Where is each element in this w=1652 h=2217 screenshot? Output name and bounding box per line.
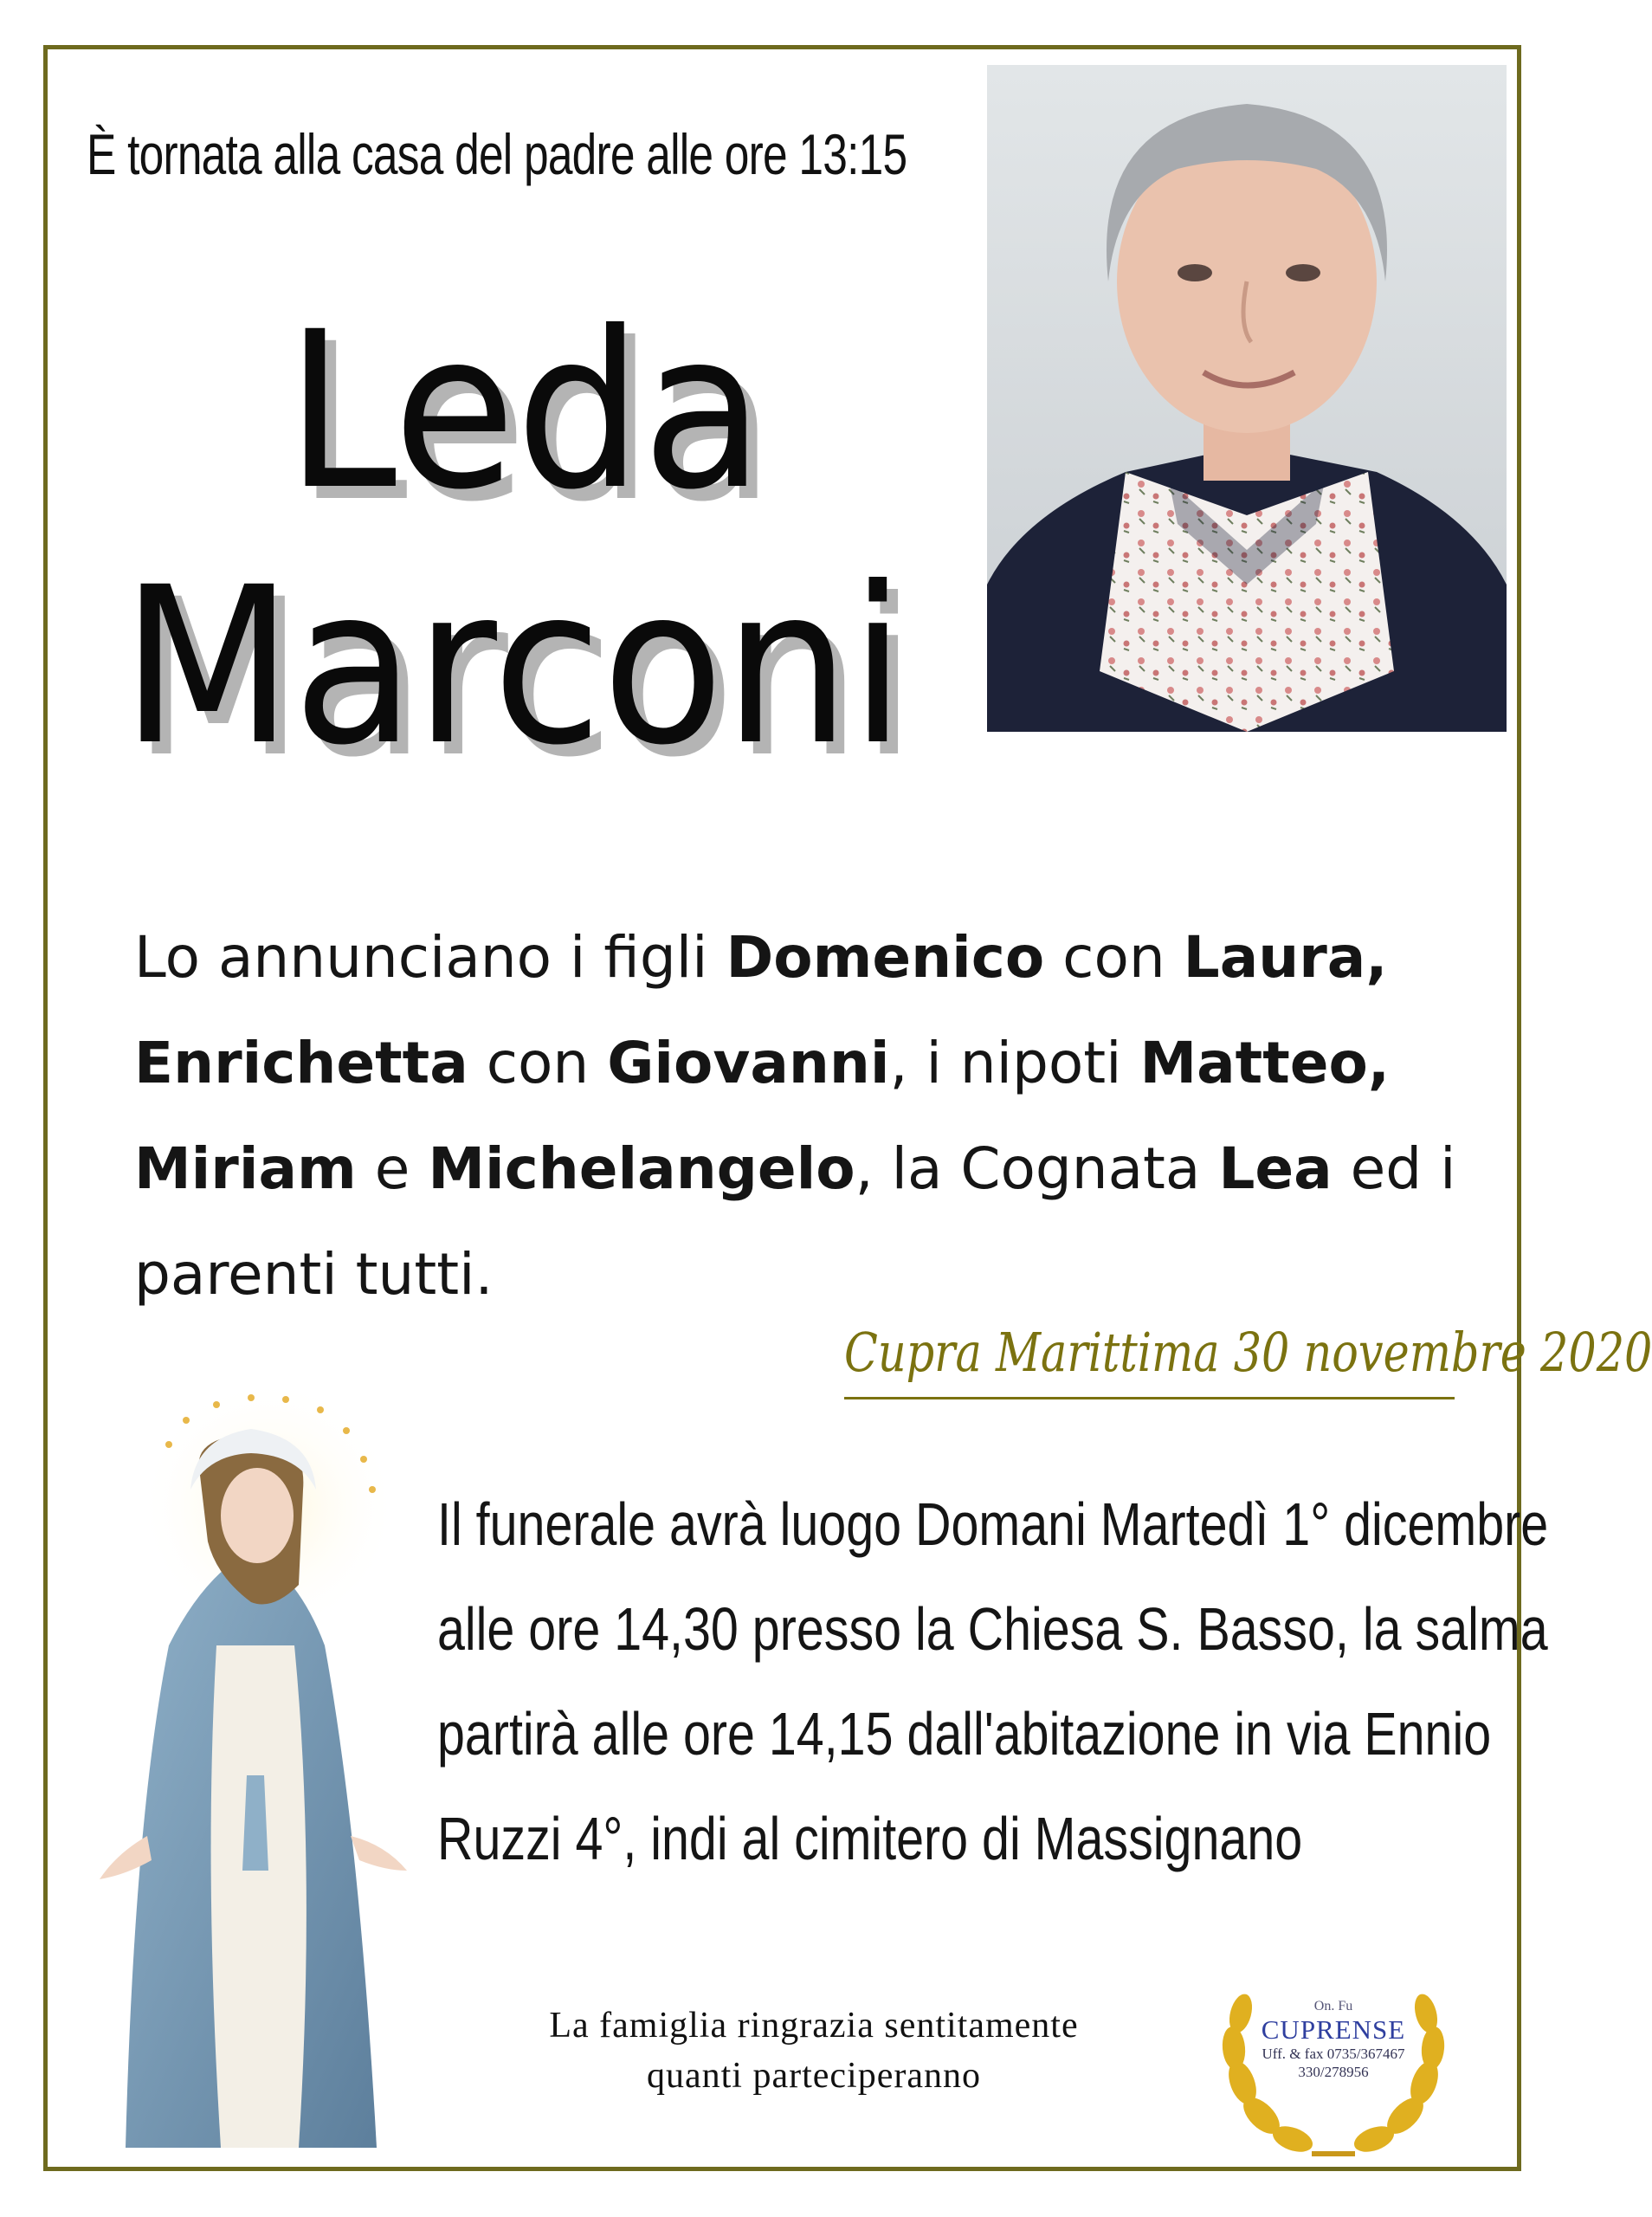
- funeral-line: Ruzzi 4°, indi al cimitero di Massignano: [437, 1805, 1303, 1872]
- family-member-name: Enrichetta: [134, 1030, 468, 1096]
- family-member-name: Michelangelo: [428, 1135, 855, 1202]
- family-member-name: Matteo,: [1139, 1030, 1390, 1096]
- thanks-line-2: quanti parteciperanno: [647, 2056, 981, 2096]
- agency-contact-1: Uff. & fax 0735/367467: [1262, 2046, 1405, 2062]
- announcement-segment: con: [468, 1030, 608, 1096]
- family-member-name: Giovanni: [607, 1030, 890, 1096]
- deceased-last-name: Marconi: [121, 540, 906, 792]
- thanks-line-1: La famiglia ringrazia sentitamente: [549, 2006, 1079, 2046]
- portrait-illustration: [987, 65, 1507, 732]
- agency-logo: [1208, 1953, 1459, 2165]
- funeral-details: [437, 1472, 1548, 1891]
- announcement-segment: , i nipoti: [889, 1030, 1140, 1096]
- announcement-segment: e: [356, 1135, 429, 1202]
- deceased-first-name: Leda: [286, 285, 765, 537]
- announcement-segment: , la Cognata: [855, 1135, 1219, 1202]
- family-member-name: Domenico: [726, 924, 1045, 991]
- announcement-text: [134, 905, 1485, 1328]
- portrait-photo: [987, 65, 1507, 732]
- madonna-illustration: [65, 1386, 429, 2165]
- funeral-line: partirà alle ore 14,15 dall'abitazione in via Ennio: [437, 1700, 1492, 1768]
- place-and-date: Cupra Marittima 30 novembre 2020: [844, 1321, 1652, 1384]
- funeral-line: Il funerale avrà luogo Domani Martedì 1° dicembre: [437, 1490, 1549, 1558]
- agency-contact-2: 330/278956: [1298, 2064, 1369, 2080]
- place-date-underline: [844, 1397, 1455, 1399]
- madonna-image: [65, 1386, 429, 2165]
- time-of-death-line: È tornata alla casa del padre alle ore 13:15: [87, 122, 907, 186]
- announcement-segment: Lo annunciano i figli: [134, 924, 726, 991]
- agency-name: CUPRENSE: [1261, 2014, 1406, 2045]
- announcement-segment: ed i parenti tutti.: [134, 1135, 1456, 1308]
- agency-prefix: On. Fu: [1313, 1999, 1353, 2013]
- funeral-line: alle ore 14,30 presso la Chiesa S. Basso, la salma: [437, 1595, 1548, 1663]
- family-member-name: Miriam: [134, 1135, 357, 1202]
- agency-text: [1208, 1998, 1459, 2081]
- announcement-segment: con: [1044, 924, 1184, 991]
- family-member-name: Laura,: [1183, 924, 1388, 991]
- family-thanks: [433, 2000, 1195, 2101]
- family-member-name: Lea: [1218, 1135, 1333, 1202]
